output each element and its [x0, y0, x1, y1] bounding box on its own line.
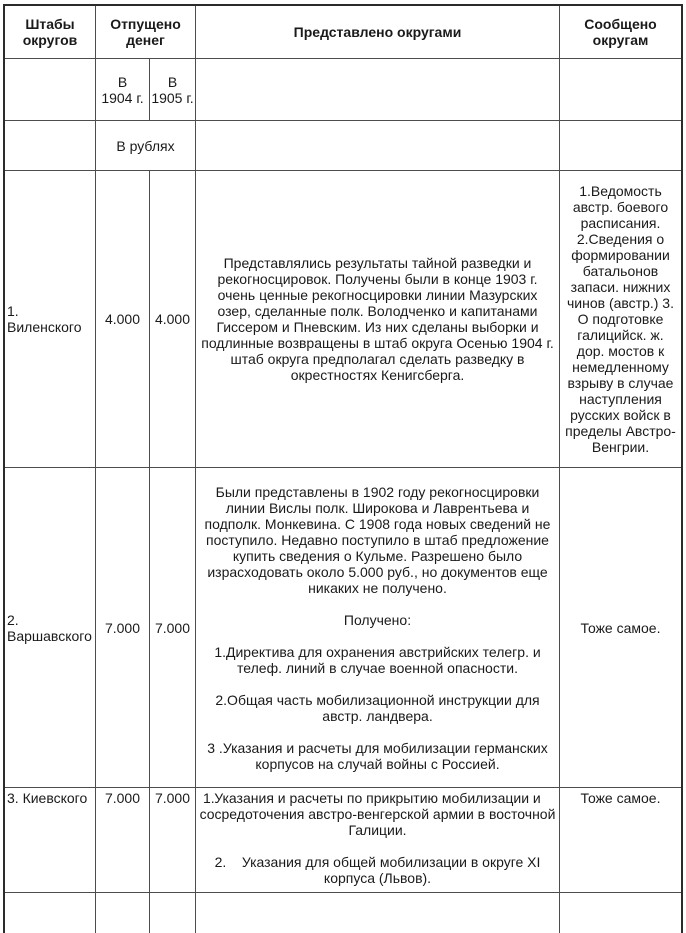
reported-vilna-text: 1.Ведомость австр. боевого расписания. 2.Сведения о формировании батальонов запаси. нижних чинов (австр.) 3. О подготовке галицийск. ж. дор. мостов к немедленному взрыву в случае наступления русских войск в пределы Австро-Венгрии. — [565, 183, 676, 455]
money-1905-warsaw-cell — [150, 468, 196, 788]
header-staffs-label: Штабы округов — [22, 16, 78, 48]
currency-note-cell — [96, 121, 196, 171]
money-1904-kiev-cell — [96, 788, 150, 893]
header-money-cell — [96, 6, 196, 59]
presented-kiev-cell — [196, 788, 560, 893]
district-kiev-label: 3. Киевского — [7, 790, 88, 806]
header-presented-label: Представлено округами — [293, 24, 462, 40]
presented-kiev-item-1-number: 1. — [203, 790, 215, 806]
header-year-1904-label: В 1904 г. — [101, 73, 144, 106]
presented-kiev-item-2: 2. Указания для общей мобилизации в округе XI корпуса (Львов). — [214, 854, 541, 886]
empty-cell — [196, 59, 560, 121]
presented-vilna-cell — [196, 171, 560, 468]
district-warsaw-label: 2. Варшавского — [7, 611, 92, 644]
empty-cell — [196, 893, 560, 933]
empty-cell — [560, 893, 681, 933]
header-year-1904-cell — [96, 59, 150, 121]
empty-cell — [5, 893, 96, 933]
district-warsaw-cell — [5, 468, 96, 788]
presented-warsaw-paragraph: Были представлены в 1902 году рекогносцировки линии Вислы полк. Широкова и Лаврентьева и подполк. Монкевина. С 1908 года новых сведений не поступило. Недавно поступило в штаб предложение купить сведения о Кульме. Разрешено было израсходовать около 5.000 руб., но документов еще никаких не получено. — [204, 483, 551, 596]
district-vilna-cell — [5, 171, 96, 468]
money-1905-kiev-cell — [150, 788, 196, 893]
empty-cell — [560, 59, 681, 121]
money-1905-kiev-value: 7.000 — [154, 790, 191, 806]
district-kiev-cell — [5, 788, 96, 893]
money-1905-vilna-cell — [150, 171, 196, 468]
money-1905-vilna-value: 4.000 — [154, 311, 191, 327]
district-vilna-label: 1. Виленского — [7, 303, 82, 335]
money-1904-kiev-value: 7.000 — [104, 790, 141, 806]
empty-cell — [150, 893, 196, 933]
presented-warsaw-text — [199, 484, 556, 772]
empty-cell — [5, 121, 96, 171]
presented-warsaw-received-heading: Получено: — [343, 611, 412, 628]
money-1905-warsaw-value: 7.000 — [154, 619, 191, 636]
reported-warsaw-cell — [560, 468, 681, 788]
empty-cell — [560, 121, 681, 171]
presented-kiev-item-1 — [199, 790, 556, 838]
reported-kiev-text: Тоже самое. — [580, 790, 661, 806]
reported-vilna-cell — [560, 171, 681, 468]
presented-warsaw-cell — [196, 468, 560, 788]
header-staffs-cell — [5, 6, 96, 59]
intelligence-funding-table — [3, 4, 683, 933]
header-year-1905-cell — [150, 59, 196, 121]
currency-note-label: В рублях — [116, 137, 175, 154]
presented-warsaw-item-2: 2.Общая часть мобилизационной инструкции для австр. ландвера. — [215, 691, 540, 724]
presented-warsaw-item-3: 3 .Указания и расчеты для мобилизации германских корпусов на случай войны с Россией. — [207, 739, 548, 772]
header-reported-cell — [560, 6, 681, 59]
presented-kiev-text — [199, 790, 556, 886]
empty-cell — [196, 121, 560, 171]
header-reported-label: Сообщено округам — [584, 16, 657, 48]
header-year-1905-label: В 1905 г. — [151, 73, 194, 106]
presented-warsaw-item-1: 1.Директива для охранения австрийских телегр. и телеф. линий в случае военной опасности. — [214, 643, 541, 676]
money-1904-vilna-cell — [96, 171, 150, 468]
reported-kiev-cell — [560, 788, 681, 893]
money-1904-warsaw-value: 7.000 — [104, 619, 141, 636]
presented-kiev-item-1-text: Указания и расчеты по прикрытию мобилизации и сосредоточения австро-венгерской армии в восточной Галиции. — [199, 790, 556, 838]
money-1904-vilna-value: 4.000 — [104, 311, 141, 327]
money-1904-warsaw-cell — [96, 468, 150, 788]
reported-warsaw-text: Тоже самое. — [580, 619, 661, 636]
empty-cell — [96, 893, 150, 933]
empty-cell — [5, 59, 96, 121]
presented-vilna-text: Представлялись результаты тайной разведки и рекогносцировок. Получены были в конце 1903 г. очень ценные рекогносцировки линии Мазурских озер, сделанные полк. Володченко и капитанами Гиссером и Пневским. Из них сделаны выборки и подлинные возвращены в штаб округа Осенью 1904 г. штаб округа предполагал сделать разведку в окрестностях Кенигсберга. — [201, 255, 554, 383]
header-money-label: Отпущено денег — [110, 16, 181, 48]
header-presented-cell — [196, 6, 560, 59]
